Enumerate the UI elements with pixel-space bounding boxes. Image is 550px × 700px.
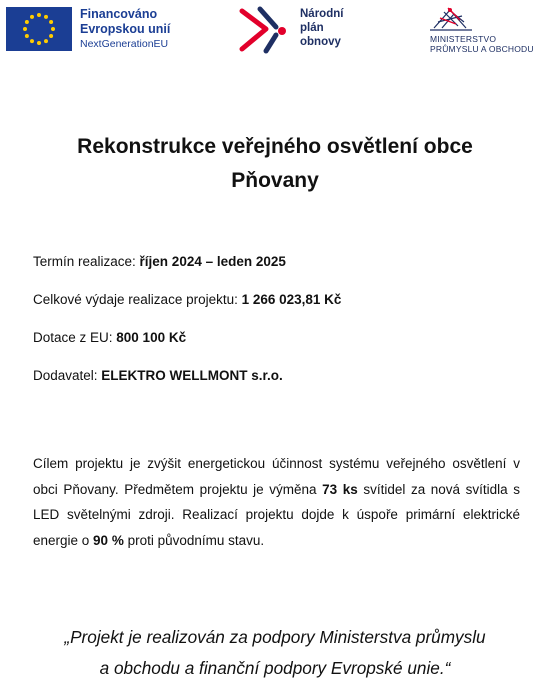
support-statement-line1: „Projekt je realizován za podpory Ministerstva průmyslu — [64, 627, 486, 647]
ministry-logo — [420, 4, 545, 58]
ministry-logo-line2: PRŮMYSLU A OBCHODU — [430, 44, 534, 54]
project-facts — [33, 253, 523, 405]
npo-logo-line3: obnovy — [300, 36, 341, 48]
fact-value: říjen 2024 – leden 2025 — [139, 254, 286, 269]
support-statement-line2: a obchodu a finanční podpory Evropské unie.“ — [99, 658, 451, 678]
description-percent: 90 % — [93, 532, 124, 548]
description-text-3: proti původnímu stavu. — [123, 532, 265, 548]
fact-value: 1 266 023,81 Kč — [241, 292, 342, 307]
fact-value: ELEKTRO WELLMONT s.r.o. — [101, 368, 283, 383]
fact-implementation-period — [33, 253, 523, 291]
project-title-line1: Rekonstrukce veřejného osvětlení obce — [77, 135, 473, 158]
fact-total-costs — [33, 291, 523, 329]
fact-label: Celkové výdaje realizace projektu: — [33, 292, 242, 307]
fact-label: Termín realizace: — [33, 254, 140, 269]
eu-logo-line3: NextGenerationEU — [80, 38, 169, 50]
eu-logo-line1: Financováno — [80, 7, 158, 21]
logo-header — [0, 0, 550, 62]
description-count: 73 ks — [322, 481, 358, 497]
npo-logo-line2: plán — [300, 22, 324, 34]
ministry-logo-line1: MINISTERSTVO — [430, 34, 497, 44]
description-text-1: Cílem projektu je zvýšit energetickou účinnost systému veřejného osvětlení v obci Pňovany. Předmětem projektu je výměna — [33, 456, 520, 497]
fact-value: 800 100 Kč — [116, 330, 187, 345]
eu-funding-logo — [6, 7, 170, 51]
fact-supplier — [33, 367, 523, 405]
fact-label: Dotace z EU: — [33, 330, 117, 345]
npo-logo-line1: Národní — [300, 8, 344, 20]
description-paragraph — [33, 451, 520, 553]
support-statement — [20, 622, 530, 684]
project-description — [33, 451, 520, 553]
description-text-2: svítidel za nová svítidla s LED světelnými zdroji. Realizací projektu dojde k úspoře primární elektrické energie o — [33, 481, 520, 548]
project-title — [20, 130, 530, 198]
npo-logo — [236, 5, 366, 57]
fact-label: Dodavatel: — [33, 368, 102, 383]
eu-logo-line2: Evropskou unií — [80, 22, 171, 36]
fact-eu-subsidy — [33, 329, 523, 367]
eu-flag-icon — [6, 7, 72, 51]
project-title-line2: Pňovany — [231, 169, 319, 192]
ministry-emblem-icon — [420, 4, 545, 34]
npo-symbol-icon — [236, 5, 298, 57]
